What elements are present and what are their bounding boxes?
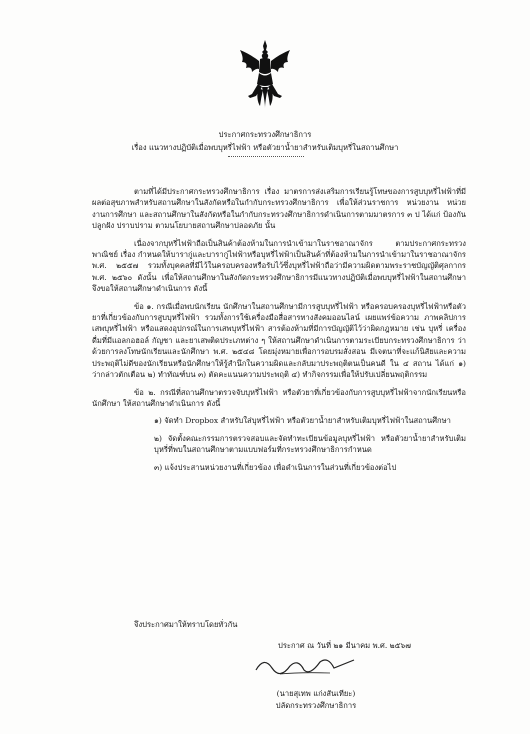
paragraph-reference: ตามที่ได้มีประกาศกระทรวงศึกษาธิการ เรื่อง มาตรการส่งเสริมการเรียนรู้โทษของการสูบบุหรี่ไฟฟ้าที่มีผลต่อสุขภาพสำหรับสถานศึกษาในสังกัดหรือในกำกับกระทรวงศึกษาธิการ เพื่อให้ส่วนราชการ หน่วยงาน หน่วยงานการศึกษา และสถานศึกษาในสังกัดหรือในกำกับกระทรวงศึกษาธิการดำเนินการตามมาตรการ ๓ ป ได้แก่ ป้องกัน ปลูกฝัง ปราบปราม ตามนโยบายสถานศึกษาปลอดภัย นั้น [92, 187, 466, 231]
handwritten-signature-icon [250, 652, 360, 680]
closing-block [92, 619, 466, 651]
announcement-date: ประกาศ ณ วันที่ ๒๑ มีนาคม พ.ศ. ๒๕๖๗ [278, 641, 411, 650]
paragraph-clause-1: ข้อ ๑. กรณีเมื่อพบนักเรียน นักศึกษาในสถานศึกษามีการสูบบุหรี่ไฟฟ้า หรือครอบครองบุหรี่ไฟฟ้าหรือตัวยาที่เกี่ยวข้องกับการสูบบุหรี่ไฟฟ้า รวมทั้งการใช้เครื่องมือสื่อสารทางสังคมออนไลน์ เผยแพร่ข้อความ ภาพคลิปการเสพบุหรี่ไฟฟ้า หรือแสดงอุปกรณ์ในการเสพบุหรี่ไฟฟ้า สารต้องห้ามที่มีการบัญญัติไว้ว่าผิดกฎหมาย เช่น บุหรี่ เครื่องดื่มที่มีแอลกอฮอล์ กัญชา และยาเสพติดประเภทต่าง ๆ ให้สถานศึกษาดำเนินการตามระเบียบกระทรวงศึกษาธิการ ว่าด้วยการลงโทษนักเรียนและนักศึกษา พ.ศ. ๒๕๔๘ โดยมุ่งหมายเพื่อการอบรมสั่งสอน มีเจตนาที่จะแก้นิสัยและความประพฤติไม่ดีของนักเรียนหรือนักศึกษาให้รู้สำนึกในความผิดและกลับมาประพฤติตนเป็นคนดี ใน ๔ สถาน ได้แก่ ๑) ว่ากล่าวตักเตือน ๒) ทำทัณฑ์บน ๓) ตัดคะแนนความประพฤติ ๔) ทำกิจกรรมเพื่อให้ปรับเปลี่ยนพฤติกรรม [92, 301, 466, 380]
document-body [92, 186, 466, 479]
document-title: ประกาศกระทรวงศึกษาธิการ [218, 130, 312, 139]
paragraph-clause-2: ข้อ ๒. กรณีที่สถานศึกษาตรวจจับบุหรี่ไฟฟ้า หรือตัวยาที่เกี่ยวข้องกับการสูบบุหรี่ไฟฟ้าจากนักเรียนหรือนักศึกษา ให้สถานศึกษาดำเนินการ ดังนี้ [92, 387, 466, 408]
signer-name: (นายสุเทพ แก่งสันเทียะ) [276, 689, 356, 698]
list-item: ๒) จัดตั้งคณะกรรมการตรวจสอบและจัดทำทะเบียนข้อมูลบุหรี่ไฟฟ้า หรือตัวยาน้ำยาสำหรับเติมบุหรี่ที่พบในสถานศึกษาตามแบบฟอร์มที่กระทรวงศึกษาธิการกำหนด [154, 433, 466, 455]
signature-block [256, 688, 376, 712]
list-item: ๓) แจ้งประสานหน่วยงานที่เกี่ยวข้อง เพื่อดำเนินการในส่วนที่เกี่ยวข้องต่อไป [154, 462, 397, 472]
title-divider [228, 156, 304, 157]
garuda-emblem-icon [236, 38, 294, 110]
signer-position: ปลัดกระทรวงศึกษาธิการ [275, 701, 357, 710]
paragraph-reason: เนื่องจากบุหรี่ไฟฟ้าถือเป็นสินค้าต้องห้ามในการนำเข้ามาในราชอาณาจักร ตามประกาศกระทรวงพาณิชย์ เรื่อง กำหนดให้บารากู่และบารากู่ไฟฟ้าหรือบุหรี่ไฟฟ้าเป็นสินค้าที่ต้องห้ามในการนำเข้ามาในราชอาณาจักร พ.ศ. ๒๕๕๗ รวมทั้งบุคคลที่มีไว้ในครอบครองหรือรับไว้ซึ่งบุหรี่ไฟฟ้าถือว่ามีความผิดตามพระราชบัญญัติศุลกากร พ.ศ. ๒๕๖๐ ดังนั้น เพื่อให้สถานศึกษาในสังกัดกระทรวงศึกษาธิการมีแนวทางปฏิบัติเมื่อพบบุหรี่ไฟฟ้าในสถานศึกษา จึงขอให้สถานศึกษาดำเนินการ ดังนี้ [92, 238, 466, 294]
closing-announcement: จึงประกาศมาให้ทราบโดยทั่วกัน [134, 620, 238, 629]
list-item: ๑) จัดทำ Dropbox สำหรับใส่บุหรี่ไฟฟ้า หรือตัวยาน้ำยาสำหรับเติมบุหรี่ไฟฟ้าในสถานศึกษา [154, 416, 451, 426]
document-subject: เรื่อง แนวทางปฏิบัติเมื่อพบบุหรี่ไฟฟ้า หรือตัวยาน้ำยาสำหรับเติมบุหรี่ในสถานศึกษา [131, 143, 399, 152]
